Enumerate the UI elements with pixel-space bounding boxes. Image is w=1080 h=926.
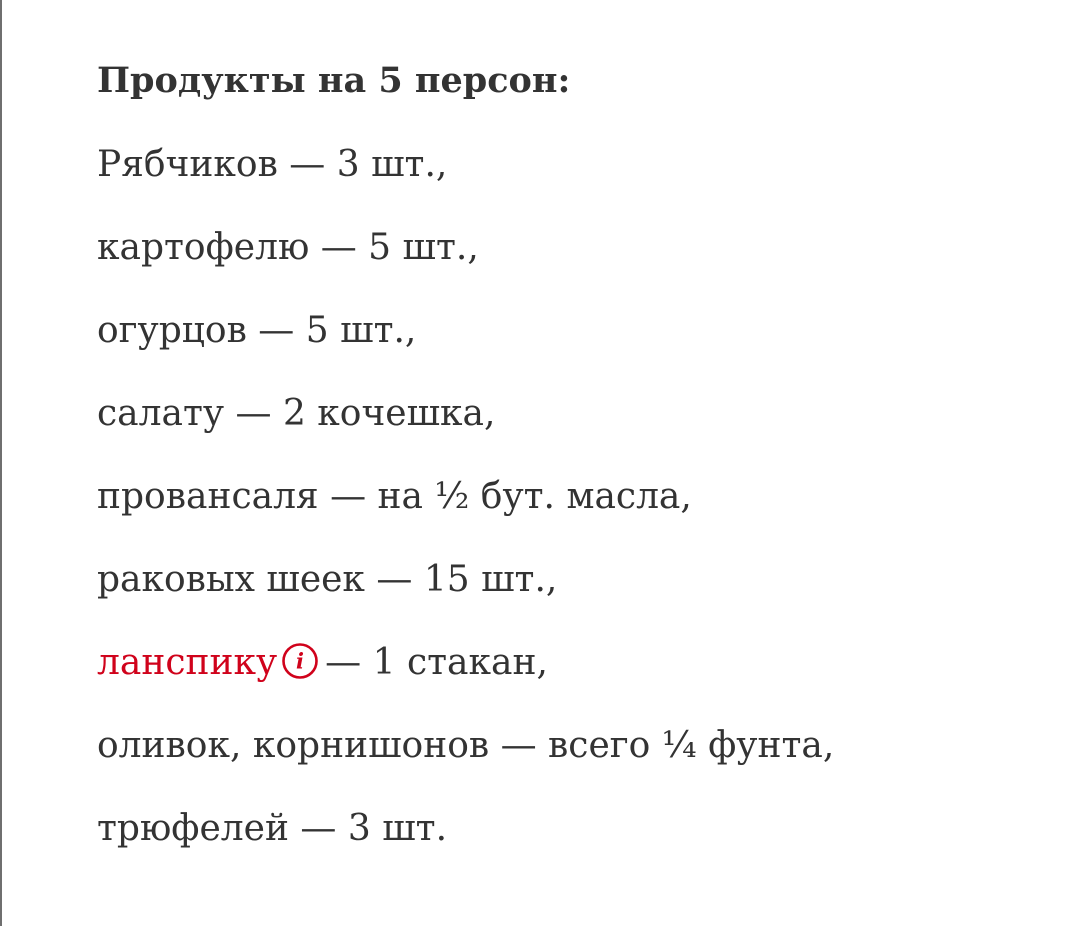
- list-item: [97, 551, 1057, 609]
- info-glyph: i: [296, 648, 305, 674]
- ingredient-name: трюфелей: [97, 808, 289, 849]
- ingredient-link-lanspik[interactable]: ланспику: [97, 642, 278, 683]
- ingredient-amount: — 5 шт.,: [246, 310, 417, 351]
- ingredient-amount: — 15 шт.,: [364, 559, 558, 600]
- ingredient-name: Рябчиков: [97, 144, 278, 185]
- ingredient-amount: — 2 кочешка,: [224, 393, 496, 434]
- recipe-ingredients: [97, 52, 1057, 883]
- list-item: [97, 468, 1057, 526]
- list-item: [97, 385, 1057, 443]
- ingredient-amount: — всего ¼ фунта,: [489, 725, 835, 766]
- ingredient-list: [97, 136, 1057, 858]
- ingredient-amount: — 5 шт.,: [309, 227, 479, 268]
- list-item: [97, 634, 1057, 692]
- list-item: [97, 136, 1057, 194]
- list-item: [97, 219, 1057, 277]
- ingredient-amount: — 3 шт.,: [277, 144, 448, 185]
- ingredient-amount: — 3 шт.: [288, 808, 448, 849]
- ingredient-name: картофелю: [97, 227, 310, 268]
- ingredient-name: салату: [97, 393, 225, 434]
- list-item: [97, 800, 1057, 858]
- ingredient-name: оливок, корнишонов: [97, 725, 490, 766]
- ingredient-name: провансаля: [97, 476, 319, 517]
- ingredients-heading: Продукты на 5 персон:: [97, 60, 571, 101]
- list-item: [97, 302, 1057, 360]
- info-circle-icon[interactable]: [281, 640, 319, 678]
- info-circle-icon-graphic: [281, 642, 319, 680]
- ingredient-name: раковых шеек: [97, 559, 365, 600]
- ingredient-amount: — 1 стакан,: [325, 642, 548, 683]
- list-item: [97, 717, 1057, 775]
- ingredient-name: огурцов: [97, 310, 247, 351]
- ingredient-amount: — на ½ бут. масла,: [318, 476, 692, 517]
- left-border: [0, 0, 2, 926]
